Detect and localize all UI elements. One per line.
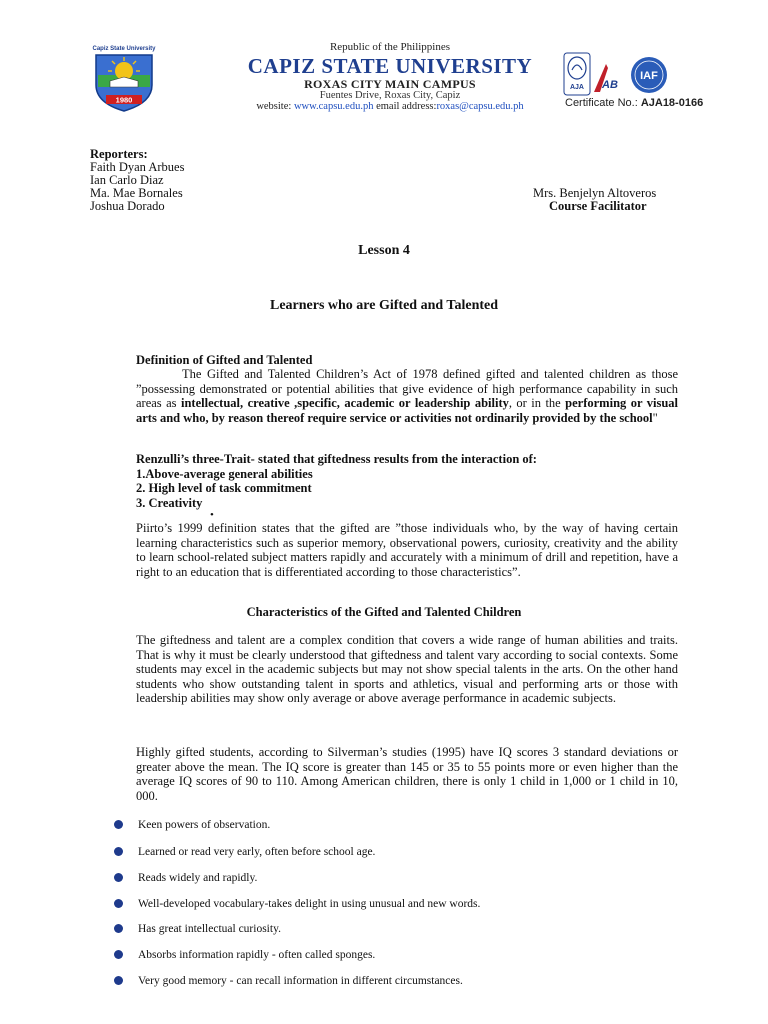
certificate-number — [565, 97, 703, 109]
ab-accreditation-logo — [592, 60, 620, 94]
definition-paragraph — [136, 367, 678, 425]
list-item-text: Absorbs information rapidly - often called sponges. — [138, 949, 376, 961]
cert-value: AJA18-0166 — [640, 97, 704, 109]
facilitator-name: Mrs. Benjelyn Altoveros — [533, 186, 657, 200]
definition-heading: Definition of Gifted and Talented — [136, 353, 313, 367]
contact-line — [200, 101, 580, 112]
aja-text: AJA — [569, 84, 585, 91]
list-item — [112, 975, 512, 988]
reporters-list — [90, 161, 184, 213]
website-label: website: — [256, 101, 294, 112]
university-name: CAPIZ STATE UNIVERSITY — [247, 54, 533, 78]
renzulli-item: 2. High level of task commitment — [136, 481, 312, 495]
list-item-text: Keen powers of observation. — [138, 819, 271, 831]
characteristics-heading: Characteristics of the Gifted and Talented Children — [246, 605, 522, 619]
piirto-paragraph: Piirto’s 1999 definition states that the gifted are ”those individuals who, by the way of having certain learning characteristics such as superior memory, observational powers, curiosity, creativity and the ability to learn school-related subject matters rapidly and accurately with a minimum of drill and repetition, have a right to an education that is differentiated according to those characteristics”. — [136, 521, 678, 579]
bullet-dot-icon — [114, 820, 123, 829]
stray-bullet: • — [210, 509, 214, 521]
website-link[interactable]: www.capsu.edu.ph — [293, 101, 374, 112]
list-item — [112, 872, 512, 885]
aja-cert-logo — [563, 52, 591, 96]
republic-line: Republic of the Philippines — [329, 41, 451, 53]
definition-bold-areas: intellectual, creative ,specific, academic or leadership ability — [180, 396, 509, 410]
list-item-text: Has great intellectual curiosity. — [138, 923, 281, 935]
list-item — [112, 846, 512, 859]
iaf-logo — [624, 55, 674, 95]
email-link[interactable]: roxas@capsu.edu.ph — [436, 101, 524, 112]
university-seal-logo — [88, 41, 160, 113]
bullet-dot-icon — [114, 976, 123, 985]
list-item-text: Very good memory - can recall information in different circumstances. — [138, 975, 463, 987]
definition-text: The Gifted and Talented Children’s Act of 1978 defined gifted and talented children as those ”possessing demonstrated or potential abilities that give evidence of high performance capability in such areas as — [136, 367, 678, 410]
renzulli-item: 3. Creativity — [136, 495, 203, 510]
list-item — [112, 949, 512, 962]
list-item — [112, 898, 493, 911]
definition-text: , or in the — [508, 396, 566, 410]
definition-text: " — [652, 410, 658, 425]
traits-list — [112, 819, 512, 988]
bullet-dot-icon — [114, 950, 123, 959]
ab-text: AB — [602, 79, 618, 91]
email-label: email address: — [373, 101, 437, 112]
list-item-text: Reads widely and rapidly. — [138, 872, 258, 884]
bullet-dot-icon — [114, 899, 123, 908]
facilitator-title: Course Facilitator — [549, 199, 647, 213]
campus-name: ROXAS CITY MAIN CAMPUS — [304, 77, 476, 91]
reporter-name: Ian Carlo Diaz — [90, 173, 164, 187]
definition-bold-arts: performing or visual arts and who, by reason thereof require service or activities not ordinarily provided by the school — [136, 396, 678, 425]
list-item-text: Well-developed vocabulary-takes delight in using unusual and new words. — [138, 898, 481, 910]
reporters-label: Reporters: — [90, 147, 148, 161]
renzulli-line: Renzulli’s three-Trait- stated that giftedness results from the interaction of: — [136, 452, 537, 466]
bullet-dot-icon — [114, 847, 123, 856]
list-item — [112, 819, 512, 832]
renzulli-item: 1.Above-average general abilities — [136, 466, 313, 481]
iq-paragraph: Highly gifted students, according to Silverman’s studies (1995) have IQ scores 3 standard deviations or greater above the mean. The IQ score is greater than 145 or 35 to 55 points more or even higher than the average IQ scores of 90 to 110. Among American children, there is only 1 child in 1,000 or 1 child in 10, 000. — [136, 745, 678, 803]
renzulli-section — [136, 452, 678, 510]
logo-caption: Capiz State University — [92, 46, 156, 52]
campus-address: Fuentes Drive, Roxas City, Capiz — [319, 90, 461, 101]
lesson-number: Lesson 4 — [358, 243, 410, 258]
reporter-name: Joshua Dorado — [90, 199, 165, 213]
characteristics-paragraph: The giftedness and talent are a complex condition that covers a wide range of human abilities and traits. That is why it must be clearly understood that giftedness and talent vary according to social contexts. Some students may excel in the academic subjects but may not show special talents in the arts. On the other hand students who show outstanding talent in sports and athletics, visual and performing arts or those with leadership abilities may show only average or above average performance in academic subjects. — [136, 633, 678, 705]
reporter-name: Ma. Mae Bornales — [90, 186, 183, 200]
bullet-dot-icon — [114, 873, 123, 882]
bullet-dot-icon — [114, 924, 123, 933]
reporter-name: Faith Dyan Arbues — [90, 160, 185, 174]
logo-year: 1980 — [115, 95, 133, 105]
lesson-title: Learners who are Gifted and Talented — [269, 298, 499, 313]
list-item — [112, 923, 512, 936]
list-item-text: Learned or read very early, often before school age. — [138, 846, 376, 858]
iaf-text: IAF — [640, 70, 658, 82]
cert-label: Certificate No.: — [565, 97, 641, 109]
